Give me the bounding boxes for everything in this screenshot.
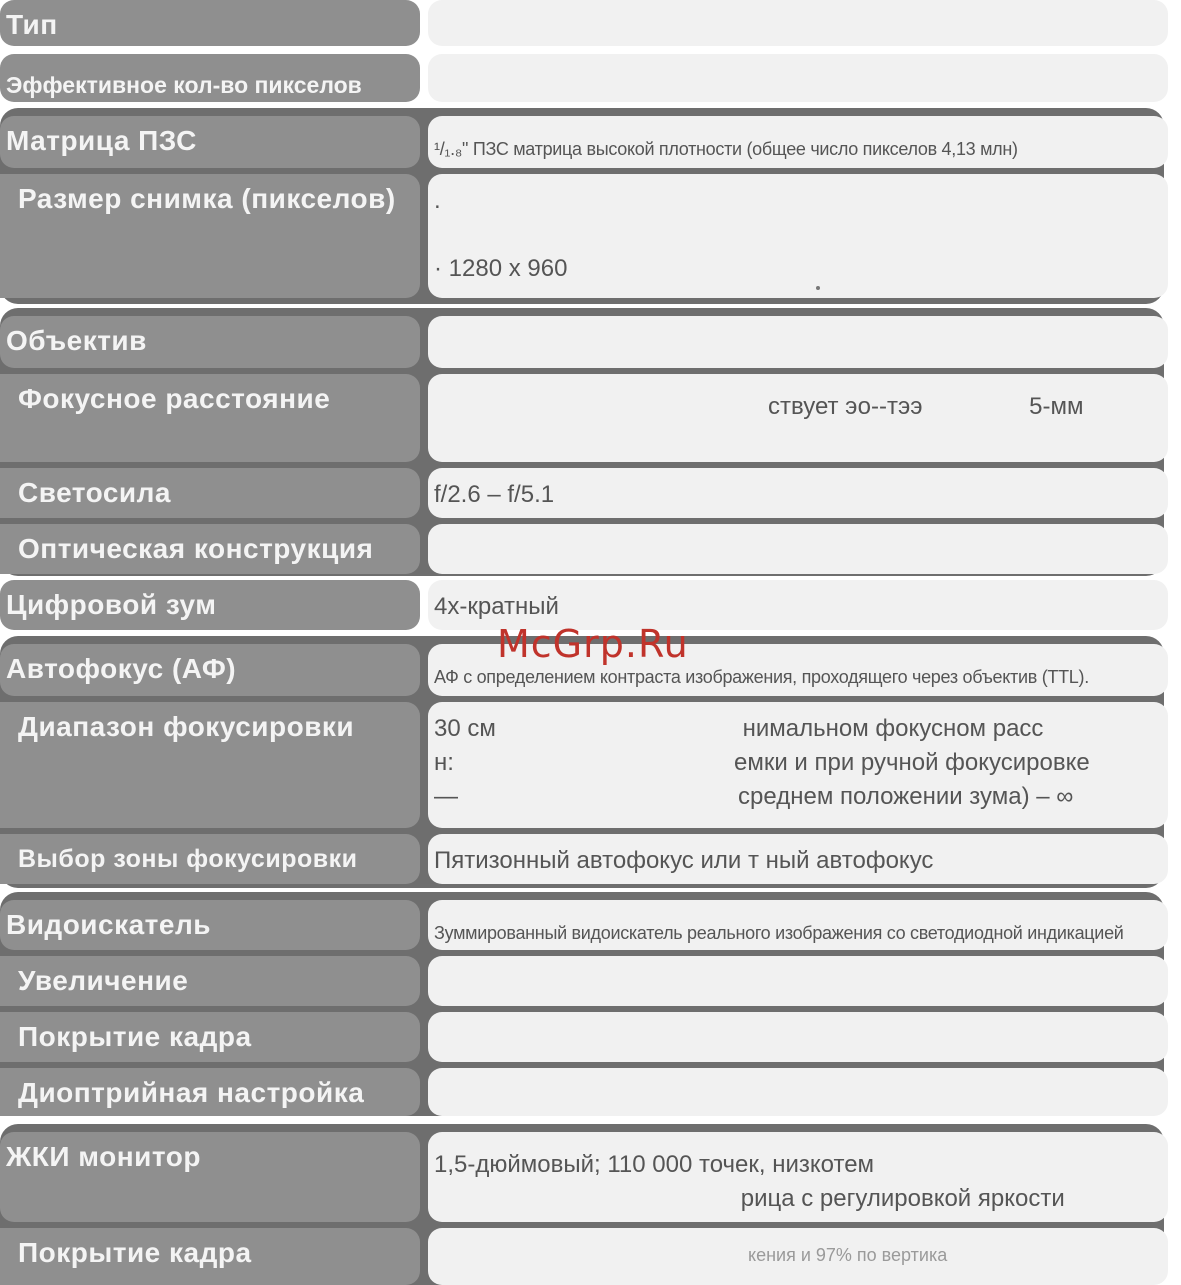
value-ccd: ¹/₁.₈" ПЗС матрица высокой плотности (общее число пикселов 4,13 млн) bbox=[428, 116, 1168, 168]
value-diopter bbox=[428, 1068, 1168, 1116]
value-type bbox=[428, 0, 1168, 46]
value-digital-zoom: 4x-кратный bbox=[428, 580, 1168, 630]
label-digital-zoom: Цифровой зум bbox=[0, 580, 420, 630]
label-ccd: Матрица ПЗС bbox=[0, 116, 420, 168]
stray-dot bbox=[816, 286, 820, 290]
label-effective-pixels: Эффективное кол-во пикселов bbox=[0, 54, 420, 102]
value-optics bbox=[428, 524, 1168, 574]
value-effective-pixels bbox=[428, 54, 1168, 102]
label-focus-range: Диапазон фокусировки bbox=[0, 702, 420, 828]
value-viewfinder: Зуммированный видоискатель реального изображения со светодиодной индикацией bbox=[428, 900, 1168, 950]
watermark: McGrp.Ru bbox=[497, 622, 689, 666]
label-lcd: ЖКИ монитор bbox=[0, 1132, 420, 1222]
label-optics: Оптическая конструкция bbox=[0, 524, 420, 574]
label-lens: Объектив bbox=[0, 316, 420, 368]
label-diopter: Диоптрийная настройка bbox=[0, 1068, 420, 1116]
value-viewfinder-coverage bbox=[428, 1012, 1168, 1062]
label-viewfinder: Видоискатель bbox=[0, 900, 420, 950]
value-lcd-coverage: кения и 97% по вертика bbox=[428, 1228, 1168, 1285]
label-autofocus: Автофокус (АФ) bbox=[0, 644, 420, 696]
label-type: Тип bbox=[0, 0, 420, 46]
label-lcd-coverage: Покрытие кадра bbox=[0, 1228, 420, 1285]
value-focus-range: 30 см нимальном фокусном расс н: емки и при ручной фокусировке — среднем положении зума) – ∞ bbox=[428, 702, 1168, 828]
value-focus-zone: Пятизонный автофокус или т ный автофокус bbox=[428, 834, 1168, 884]
value-lcd: 1,5-дюймовый; 110 000 точек, низкотем рица с регулировкой яркости bbox=[428, 1132, 1168, 1222]
value-image-size: . · 1280 x 960 bbox=[428, 174, 1168, 298]
value-lens bbox=[428, 316, 1168, 368]
label-focal-length: Фокусное расстояние bbox=[0, 374, 420, 462]
value-autofocus: АФ с определением контраста изображения, проходящего через объектив (TTL). bbox=[428, 644, 1168, 696]
value-aperture: f/2.6 – f/5.1 bbox=[428, 468, 1168, 518]
value-focal-length: ствует эо--тээ 5-мм bbox=[428, 374, 1168, 462]
label-image-size: Размер снимка (пикселов) bbox=[0, 174, 420, 298]
label-magnification: Увеличение bbox=[0, 956, 420, 1006]
label-viewfinder-coverage: Покрытие кадра bbox=[0, 1012, 420, 1062]
label-focus-zone: Выбор зоны фокусировки bbox=[0, 834, 420, 884]
label-aperture: Светосила bbox=[0, 468, 420, 518]
value-magnification bbox=[428, 956, 1168, 1006]
